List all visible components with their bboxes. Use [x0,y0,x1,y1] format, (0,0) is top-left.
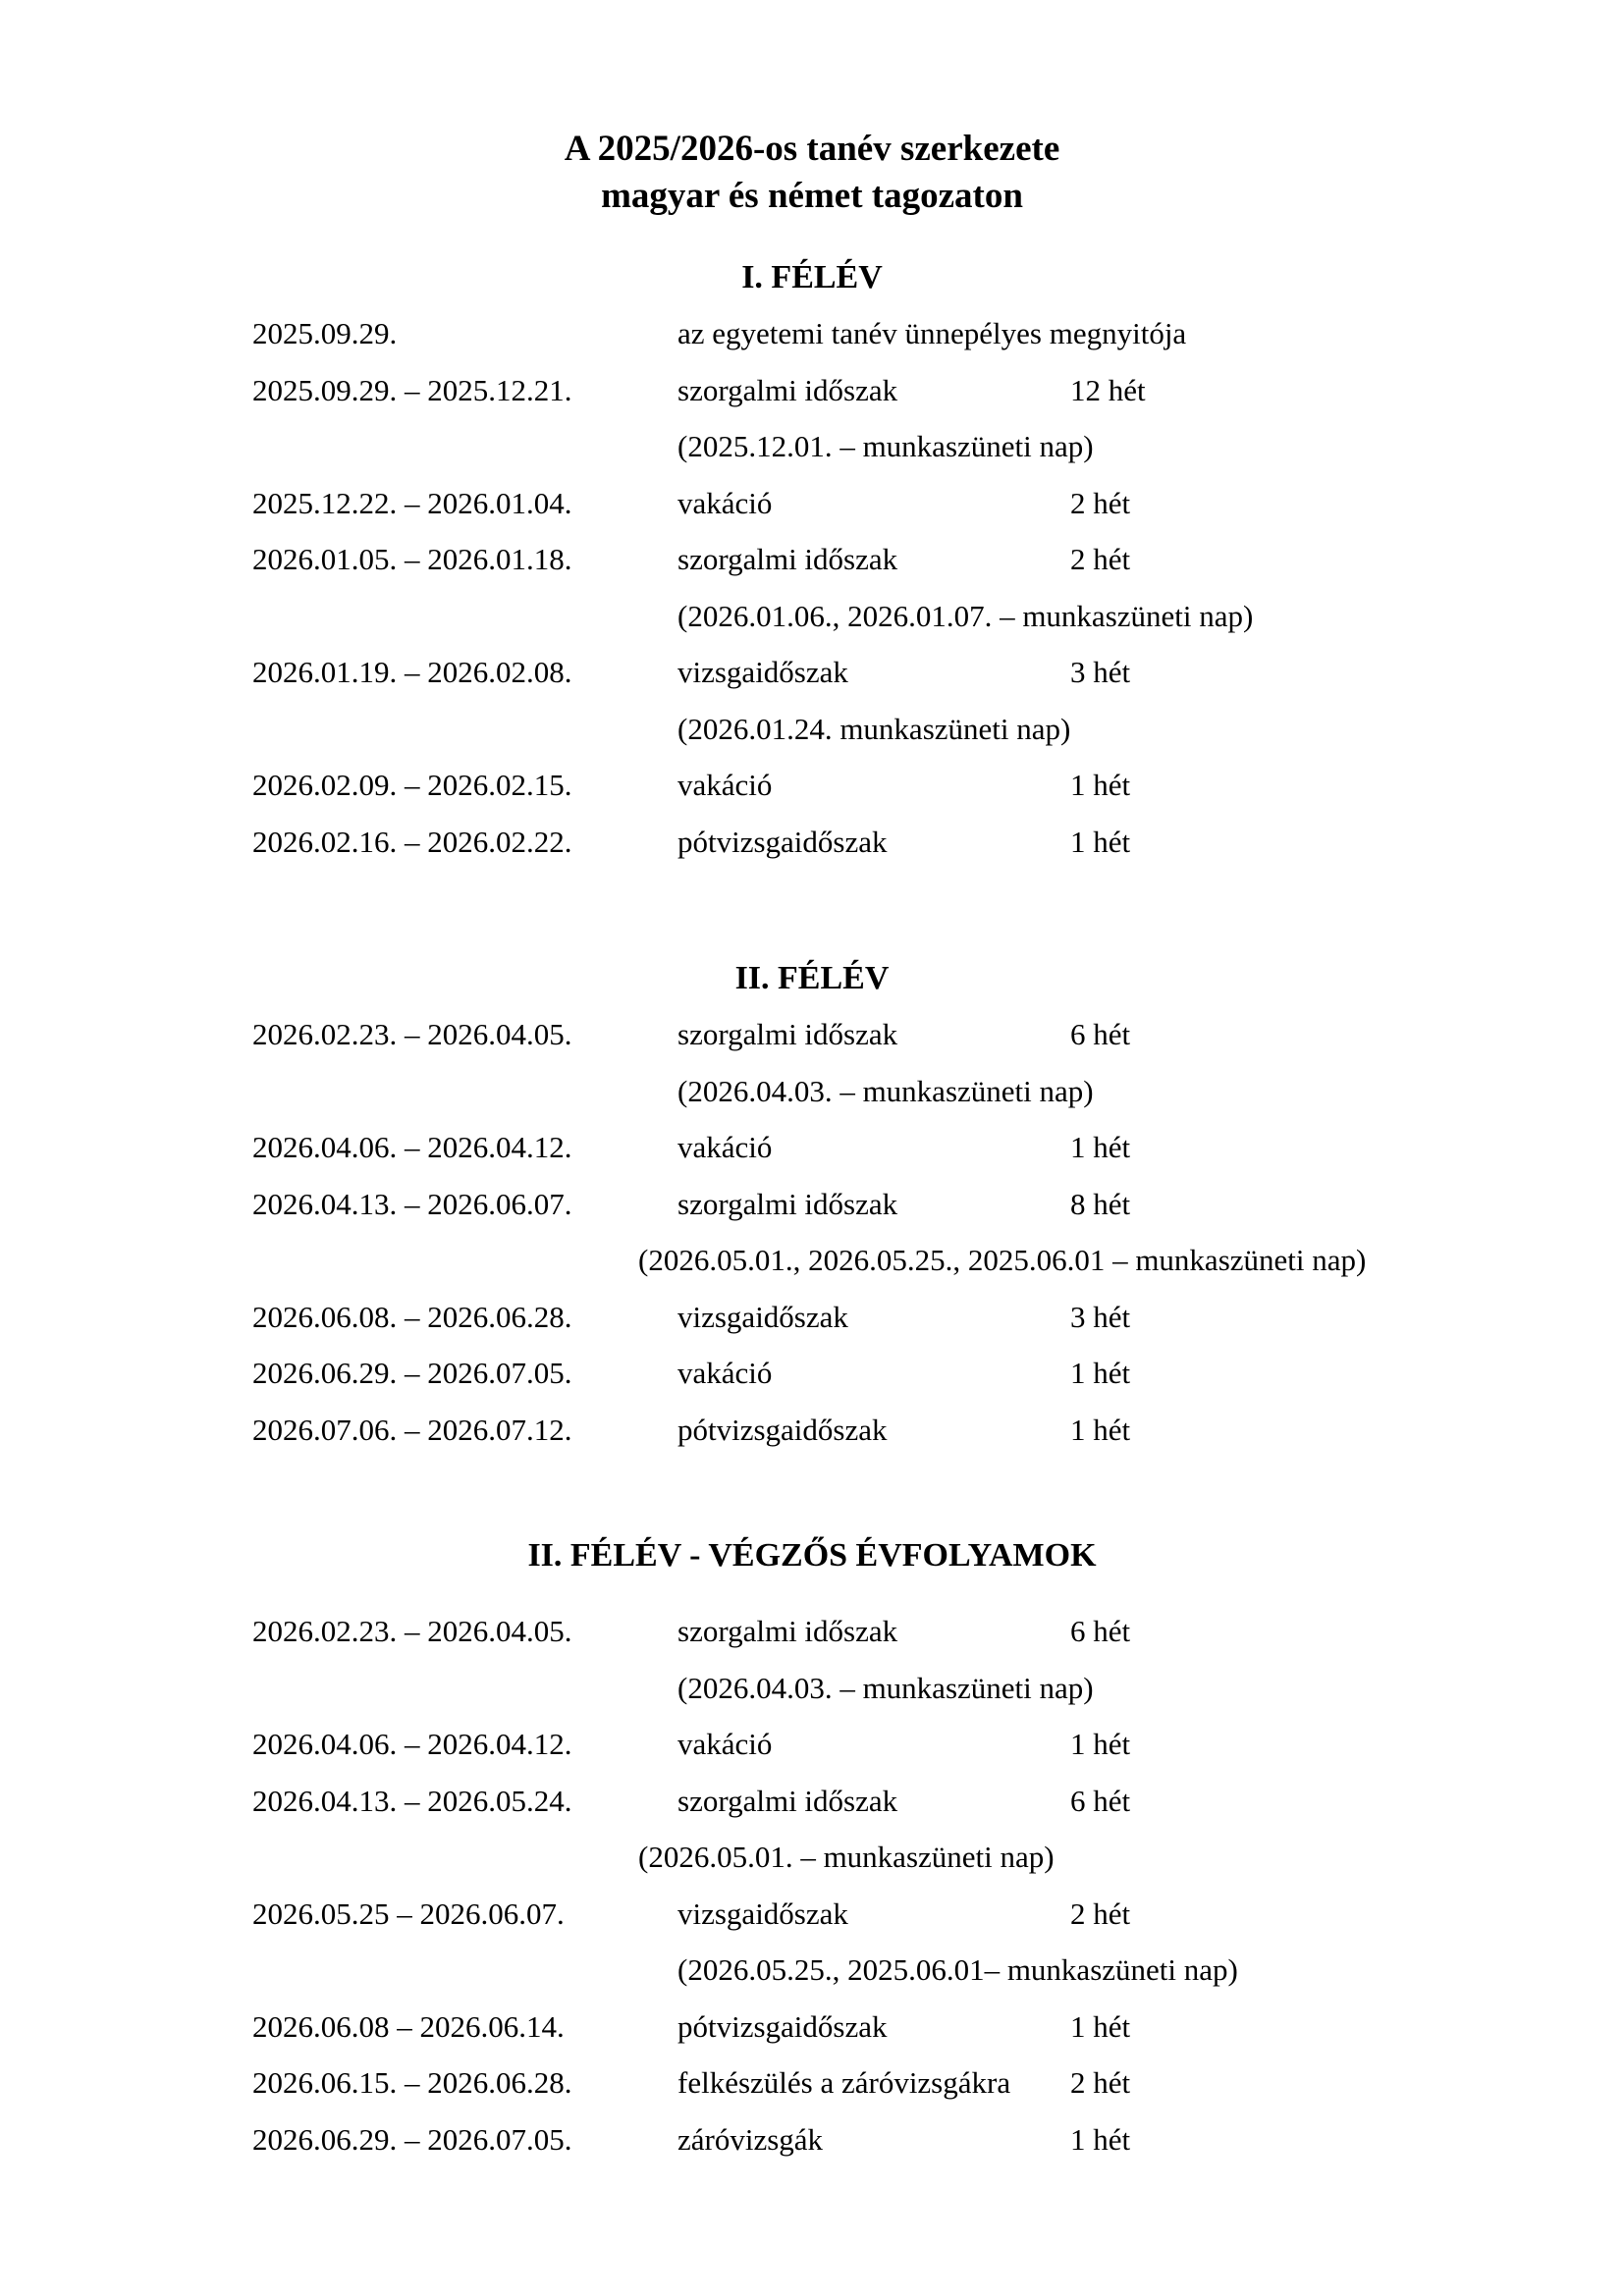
duration-weeks: 6 hét [1070,1614,1131,1648]
date-range: 2026.04.06. – 2026.04.12. [252,1130,572,1164]
period-label: vizsgaidőszak [677,655,848,689]
schedule-row [0,1999,1624,2056]
date-range: 2025.09.29. – 2025.12.21. [252,372,572,407]
period-label: vakáció [677,1130,773,1164]
holiday-note: (2026.05.25., 2025.06.01– munkaszüneti nap) [677,1952,1238,1987]
period-label: szorgalmi időszak [677,1783,898,1818]
date-range: 2026.02.09. – 2026.02.15. [252,768,572,802]
page-title-line-2: magyar és német tagozaton [601,176,1023,216]
section-heading: II. FÉLÉV [734,960,890,996]
holiday-note: (2026.01.06., 2026.01.07. – munkaszüneti nap) [677,598,1254,633]
holiday-note-row [0,1660,1624,1717]
duration-weeks: 2 hét [1070,1896,1131,1931]
period-label: az egyetemi tanév ünnepélyes megnyitója [677,316,1187,350]
section-heading: II. FÉLÉV - VÉGZŐS ÉVFOLYAMOK [527,1537,1097,1574]
period-label: szorgalmi időszak [677,372,898,407]
section-felev-2-vegzos [0,1527,1624,2167]
page-title-line-1: A 2025/2026-os tanév szerkezete [564,129,1060,169]
duration-weeks: 1 hét [1070,1412,1131,1447]
period-label: szorgalmi időszak [677,1614,898,1648]
holiday-note: (2026.01.24. munkaszüneti nap) [677,711,1071,746]
date-range: 2026.02.23. – 2026.04.05. [252,1017,572,1051]
duration-weeks: 8 hét [1070,1186,1131,1221]
duration-weeks: 1 hét [1070,1356,1131,1390]
duration-weeks: 3 hét [1070,1299,1131,1334]
date-range: 2025.09.29. [252,316,398,350]
date-range: 2026.06.29. – 2026.07.05. [252,2121,572,2157]
schedule-row [0,1345,1624,1402]
schedule-rows [0,1006,1624,1458]
duration-weeks: 1 hét [1070,768,1131,802]
duration-weeks: 1 hét [1070,2008,1131,2044]
holiday-note: (2025.12.01. – munkaszüneti nap) [677,429,1094,463]
date-range: 2026.02.23. – 2026.04.05. [252,1614,572,1648]
schedule-row [0,2111,1624,2168]
duration-weeks: 1 hét [1070,2121,1131,2157]
period-label: vakáció [677,1356,773,1390]
schedule-row [0,2055,1624,2111]
section-felev-1 [0,249,1624,870]
document-header [0,126,1624,220]
schedule-row [0,1773,1624,1830]
period-label: pótvizsgaidőszak [677,2008,888,2044]
schedule-row [0,757,1624,814]
schedule-row [0,1402,1624,1459]
period-label: vizsgaidőszak [677,1896,848,1931]
schedule-row [0,1716,1624,1773]
holiday-note: (2026.04.03. – munkaszüneti nap) [677,1073,1094,1108]
period-label: vakáció [677,1727,773,1761]
date-range: 2026.02.16. – 2026.02.22. [252,824,572,859]
period-label: záróvizsgák [677,2121,824,2157]
schedule-row [0,1289,1624,1346]
duration-weeks: 12 hét [1070,372,1146,407]
date-range: 2026.04.13. – 2026.05.24. [252,1783,572,1818]
period-label: szorgalmi időszak [677,1186,898,1221]
holiday-note-row [0,1232,1624,1289]
period-label: szorgalmi időszak [677,542,898,576]
period-label: felkészülés a záróvizsgákra [677,2065,1011,2100]
duration-weeks: 1 hét [1070,1130,1131,1164]
period-label: szorgalmi időszak [677,1017,898,1051]
duration-weeks: 2 hét [1070,485,1131,520]
period-label: pótvizsgaidőszak [677,1412,888,1447]
date-range: 2026.06.08 – 2026.06.14. [252,2008,565,2044]
holiday-note-row [0,1942,1624,1999]
date-range: 2026.01.05. – 2026.01.18. [252,542,572,576]
schedule-row [0,531,1624,588]
duration-weeks: 6 hét [1070,1017,1131,1051]
holiday-note-row [0,1063,1624,1120]
date-range: 2026.05.25 – 2026.06.07. [252,1896,565,1931]
schedule-row [0,1603,1624,1660]
schedule-row [0,1006,1624,1063]
duration-weeks: 2 hét [1070,542,1131,576]
holiday-note-row [0,418,1624,475]
schedule-rows [0,305,1624,870]
date-range: 2026.06.15. – 2026.06.28. [252,2065,572,2100]
date-range: 2026.01.19. – 2026.02.08. [252,655,572,689]
schedule-row [0,305,1624,362]
schedule-row [0,644,1624,701]
period-label: vizsgaidőszak [677,1299,848,1334]
schedule-row [0,814,1624,871]
period-label: vakáció [677,768,773,802]
duration-weeks: 1 hét [1070,1727,1131,1761]
schedule-row [0,1119,1624,1176]
sections [0,249,1624,2167]
schedule-row [0,475,1624,532]
date-range: 2026.06.08. – 2026.06.28. [252,1299,572,1334]
schedule-row [0,362,1624,419]
holiday-note: (2026.05.01. – munkaszüneti nap) [638,1840,1055,1874]
schedule-row [0,1886,1624,1943]
holiday-note-row [0,588,1624,645]
holiday-note-row [0,1829,1624,1886]
date-range: 2026.04.06. – 2026.04.12. [252,1727,572,1761]
date-range: 2026.07.06. – 2026.07.12. [252,1412,572,1447]
date-range: 2026.04.13. – 2026.06.07. [252,1186,572,1221]
period-label: vakáció [677,485,773,520]
date-range: 2025.12.22. – 2026.01.04. [252,485,572,520]
duration-weeks: 2 hét [1070,2065,1131,2100]
duration-weeks: 1 hét [1070,824,1131,859]
holiday-note: (2026.04.03. – munkaszüneti nap) [677,1670,1094,1705]
duration-weeks: 3 hét [1070,655,1131,689]
duration-weeks: 6 hét [1070,1783,1131,1818]
holiday-note-row [0,701,1624,758]
date-range: 2026.06.29. – 2026.07.05. [252,1356,572,1390]
schedule-row [0,1176,1624,1233]
holiday-note: (2026.05.01., 2026.05.25., 2025.06.01 – munkaszüneti nap) [638,1243,1367,1277]
section-felev-2 [0,950,1624,1458]
schedule-rows [0,1603,1624,2167]
section-heading: I. FÉLÉV [741,259,883,295]
period-label: pótvizsgaidőszak [677,824,888,859]
